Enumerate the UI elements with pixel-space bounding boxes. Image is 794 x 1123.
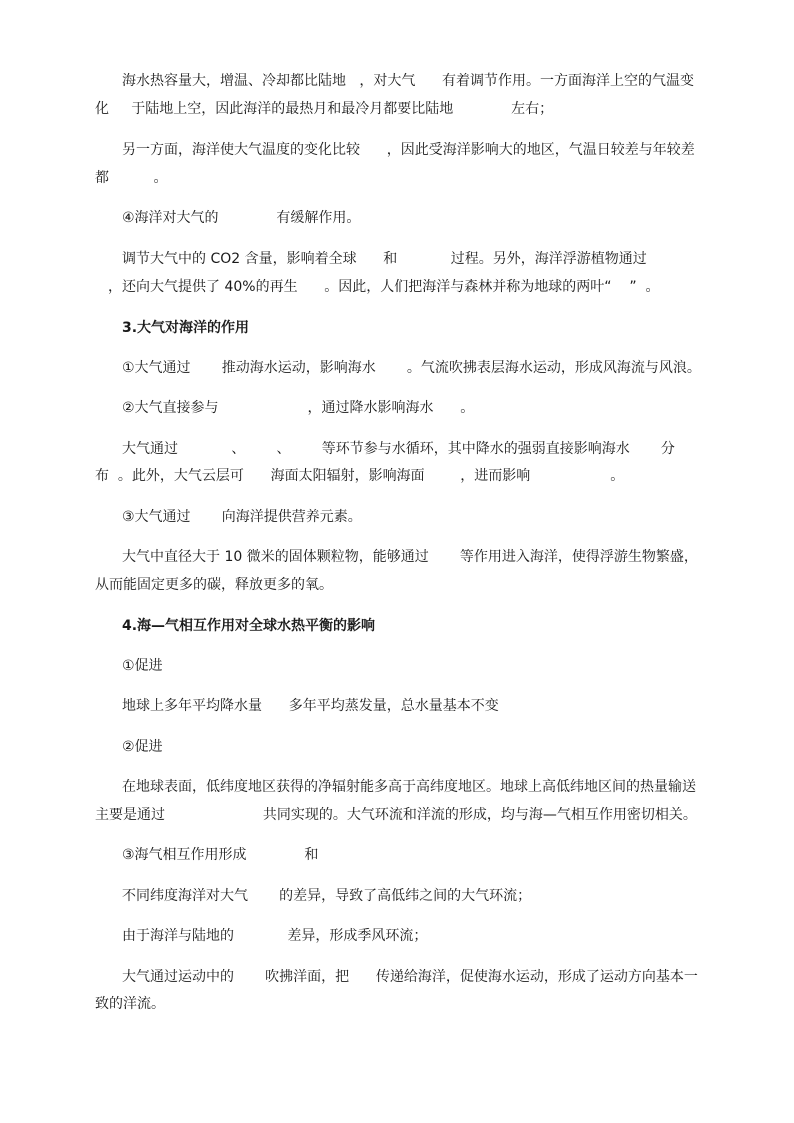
paragraph-line: 致的洋流。 [95,996,165,1012]
paragraph-line: 地球上多年平均降水量 多年平均蒸发量，总水量基本不变 [122,698,499,714]
paragraph-line: ④海洋对大气的 有缓解作用。 [122,210,361,226]
paragraph-line: ，还向大气提供了 40%的再生 。因此，人们把海洋与森林并称为地球的两叶“ ” 。 [108,279,660,295]
paragraph-line: 大气通过 、 、 等环节参与水循环，其中降水的强弱直接影响海水 分 [122,441,675,457]
paragraph-line: ①促进 [122,658,163,674]
section-heading: 3.大气对海洋的作用 [122,320,250,336]
section-heading: 4.海—气相互作用对全球水热平衡的影响 [122,618,376,634]
paragraph-line: 在地球表面，低纬度地区获得的净辐射能多高于高纬度地区。地球上高低纬地区间的热量输送 [122,779,696,795]
paragraph-line: 布 。此外，大气云层可 海面太阳辐射，影响海面 ，进而影响 。 [95,468,625,484]
paragraph-line: 主要是通过 共同实现的。大气环流和洋流的形成，均与海—气相互作用密切相关。 [95,807,697,823]
paragraph-line: 调节大气中的 CO2 含量，影响着全球 和 过程。另外，海洋浮游植物通过 [122,251,647,267]
paragraph-line: ③大气通过 向海洋提供营养元素。 [122,509,362,525]
paragraph-line: ①大气通过 推动海水运动，影响海水 。气流吹拂表层海水运动，形成风海流与风浪。 [122,360,701,376]
paragraph-line: 都 。 [95,170,168,186]
paragraph-line: 从而能固定更多的碳，释放更多的氧。 [95,577,333,593]
paragraph-line: 化 于陆地上空，因此海洋的最热月和最冷月都要比陆地 左右； [95,101,554,117]
paragraph-line: 大气通过运动中的 吹拂洋面，把 传递给海洋，促使海水运动，形成了运动方向基本一 [122,969,698,985]
paragraph-line: 另一方面，海洋使大气温度的变化比较 ，因此受海洋影响大的地区，气温日较差与年较差 [122,142,695,158]
paragraph-line: 不同纬度海洋对大气 的差异，导致了高低纬之间的大气环流； [122,888,532,904]
paragraph-line: 大气中直径大于 10 微米的固体颗粒物，能够通过 等作用进入海洋，使得浮游生物繁盛， [122,549,698,565]
paragraph-line: ②促进 [122,739,163,755]
paragraph-line: 由于海洋与陆地的 差异，形成季风环流； [122,928,428,944]
paragraph-line: ③海气相互作用形成 和 [122,847,319,863]
paragraph-line: ②大气直接参与 ，通过降水影响海水 。 [122,400,475,416]
paragraph-line: 海水热容量大，增温、冷却都比陆地 ，对大气 有着调节作用。一方面海洋上空的气温变 [122,73,695,89]
